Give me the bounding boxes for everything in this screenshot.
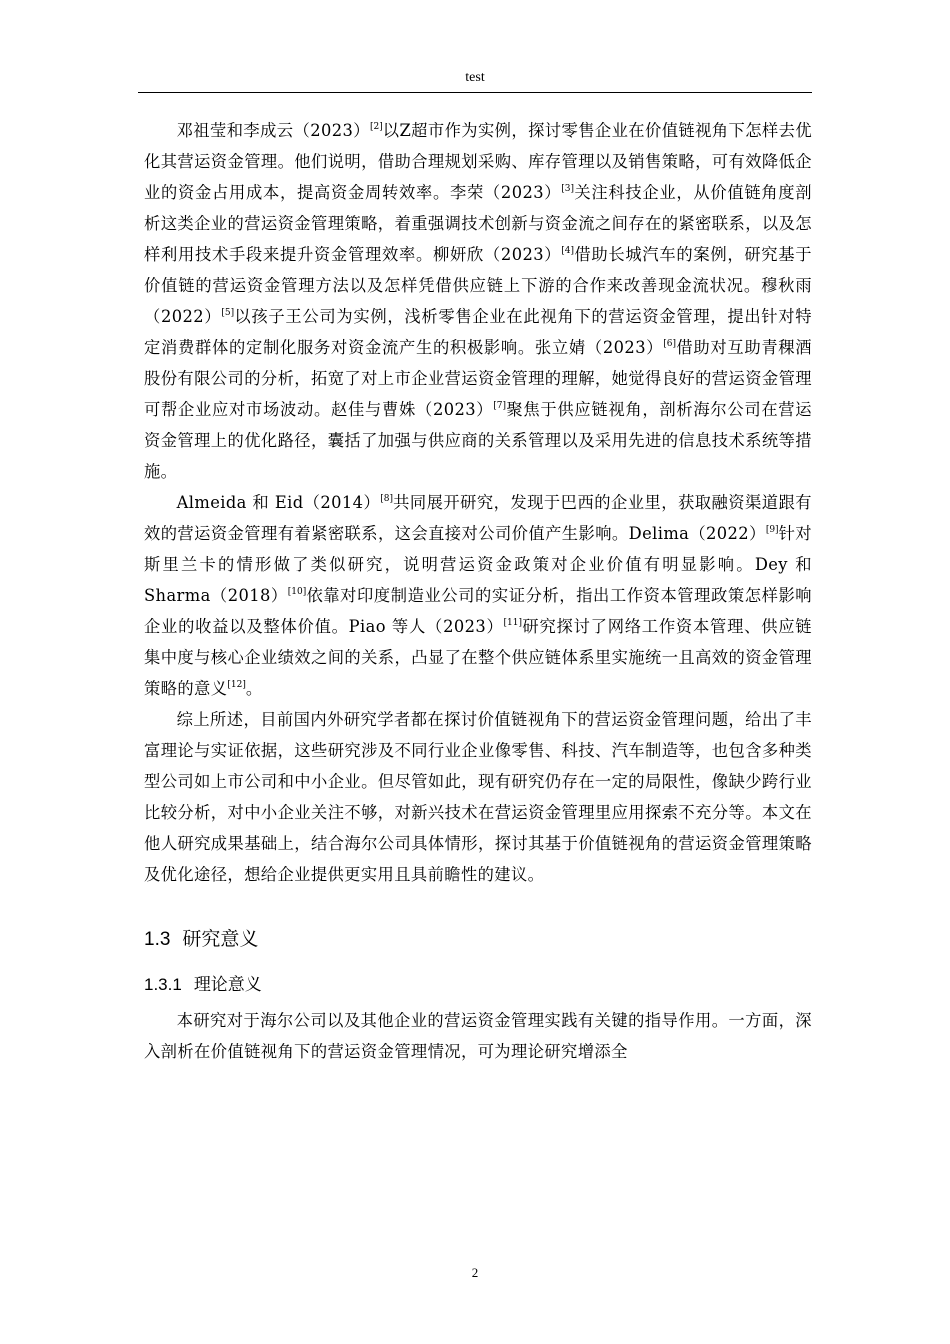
text-run: 邓祖莹和李成云（2023） bbox=[176, 121, 370, 140]
citation-ref-11: [11] bbox=[503, 618, 523, 628]
citation-ref-6: [6] bbox=[663, 339, 677, 349]
text-run: 研究探讨了网络工作资本管理、供应链集中度与核心企业绩效之间的关系，凸显了在整个供应链体系里实施统一且高效的资金管理策略的意义 bbox=[144, 617, 812, 698]
citation-ref-8: [8] bbox=[380, 494, 394, 504]
paragraph-domestic-literature bbox=[144, 115, 812, 487]
citation-ref-10: [10] bbox=[287, 587, 307, 597]
text-run: 聚焦于供应链视角，剖析海尔公司在营运资金管理上的优化路径，囊括了加强与供应商的关系管理以及采用先进的信息技术系统等措施。 bbox=[144, 400, 812, 481]
text-run: 借助对互助青稞酒股份有限公司的分析，拓宽了对上市企业营运资金管理的理解，她觉得良好的营运资金管理可帮企业应对市场波动。赵佳与曹姝（2023） bbox=[144, 338, 812, 419]
paragraph-summary: 综上所述，目前国内外研究学者都在探讨价值链视角下的营运资金管理问题，给出了丰富理论与实证依据，这些研究涉及不同行业企业像零售、科技、汽车制造等，也包含多种类型公司如上市公司和中小企业。但尽管如此，现有研究仍存在一定的局限性，像缺少跨行业比较分析，对中小企业关注不够，对新兴技术在营运资金管理里应用探索不充分等。本文在他人研究成果基础上，结合海尔公司具体情形，探讨其基于价值链视角的营运资金管理策略及优化途径，想给企业提供更实用且具前瞻性的建议。 bbox=[144, 710, 812, 884]
citation-ref-4: [4] bbox=[561, 246, 575, 256]
section-title: 研究意义 bbox=[182, 928, 259, 950]
page-number: 2 bbox=[471, 1265, 479, 1280]
citation-ref-5: [5] bbox=[221, 308, 235, 318]
text-run: 依靠对印度制造业公司的实证分析，指出工作资本管理政策怎样影响企业的收益以及整体价值。Piao 等人（2023） bbox=[144, 586, 812, 636]
citation-ref-9: [9] bbox=[765, 525, 779, 535]
paragraph-foreign-literature bbox=[144, 487, 812, 704]
section-heading bbox=[144, 924, 812, 955]
text-run: 共同展开研究，发现于巴西的企业里，获取融资渠道跟有效的营运资金管理有着紧密联系，这会直接对公司价值产生影响。Delima（2022） bbox=[144, 493, 812, 543]
citation-ref-7: [7] bbox=[493, 401, 507, 411]
text-run: 借助长城汽车的案例，研究基于价值链的营运资金管理方法以及怎样凭借供应链上下游的合作来改善现金流状况。穆秋雨（2022） bbox=[144, 245, 812, 326]
text-run: 以Z超市作为实例，探讨零售企业在价值链视角下怎样去优化其营运资金管理。他们说明，借助合理规划采购、库存管理以及销售策略，可有效降低企业的资金占用成本，提高资金周转效率。李荣（2023） bbox=[144, 121, 812, 202]
text-run: Almeida 和 Eid（2014） bbox=[176, 493, 381, 512]
text-run: 关注科技企业，从价值链角度剖析这类企业的营运资金管理策略，着重强调技术创新与资金流之间存在的紧密联系，以及怎样利用技术手段来提升资金管理效率。柳妍欣（2023） bbox=[144, 183, 812, 264]
section-number: 1.3 bbox=[144, 929, 171, 950]
document-body bbox=[144, 115, 812, 1067]
subsection-number: 1.3.1 bbox=[144, 975, 182, 994]
citation-ref-2: [2] bbox=[369, 122, 383, 132]
paragraph-theoretical-significance: 本研究对于海尔公司以及其他企业的营运资金管理实践有关键的指导作用。一方面，深入剖析在价值链视角下的营运资金管理情况，可为理论研究增添全 bbox=[144, 1011, 812, 1061]
subsection-title: 理论意义 bbox=[193, 975, 262, 995]
text-run: 以孩子王公司为实例，浅析零售企业在此视角下的营运资金管理，提出针对特定消费群体的定制化服务对资金流产生的积极影响。张立婧（2023） bbox=[144, 307, 812, 357]
page-header: test bbox=[465, 70, 485, 85]
text-run: 。 bbox=[245, 679, 263, 698]
text-run: 针对斯里兰卡的情形做了类似研究，说明营运资金政策对企业价值有明显影响。Dey 和 Sharma（2018） bbox=[144, 524, 812, 605]
citation-ref-3: [3] bbox=[561, 184, 575, 194]
subsection-heading bbox=[144, 971, 812, 999]
header-rule bbox=[138, 92, 812, 93]
citation-ref-12: [12] bbox=[227, 680, 246, 690]
